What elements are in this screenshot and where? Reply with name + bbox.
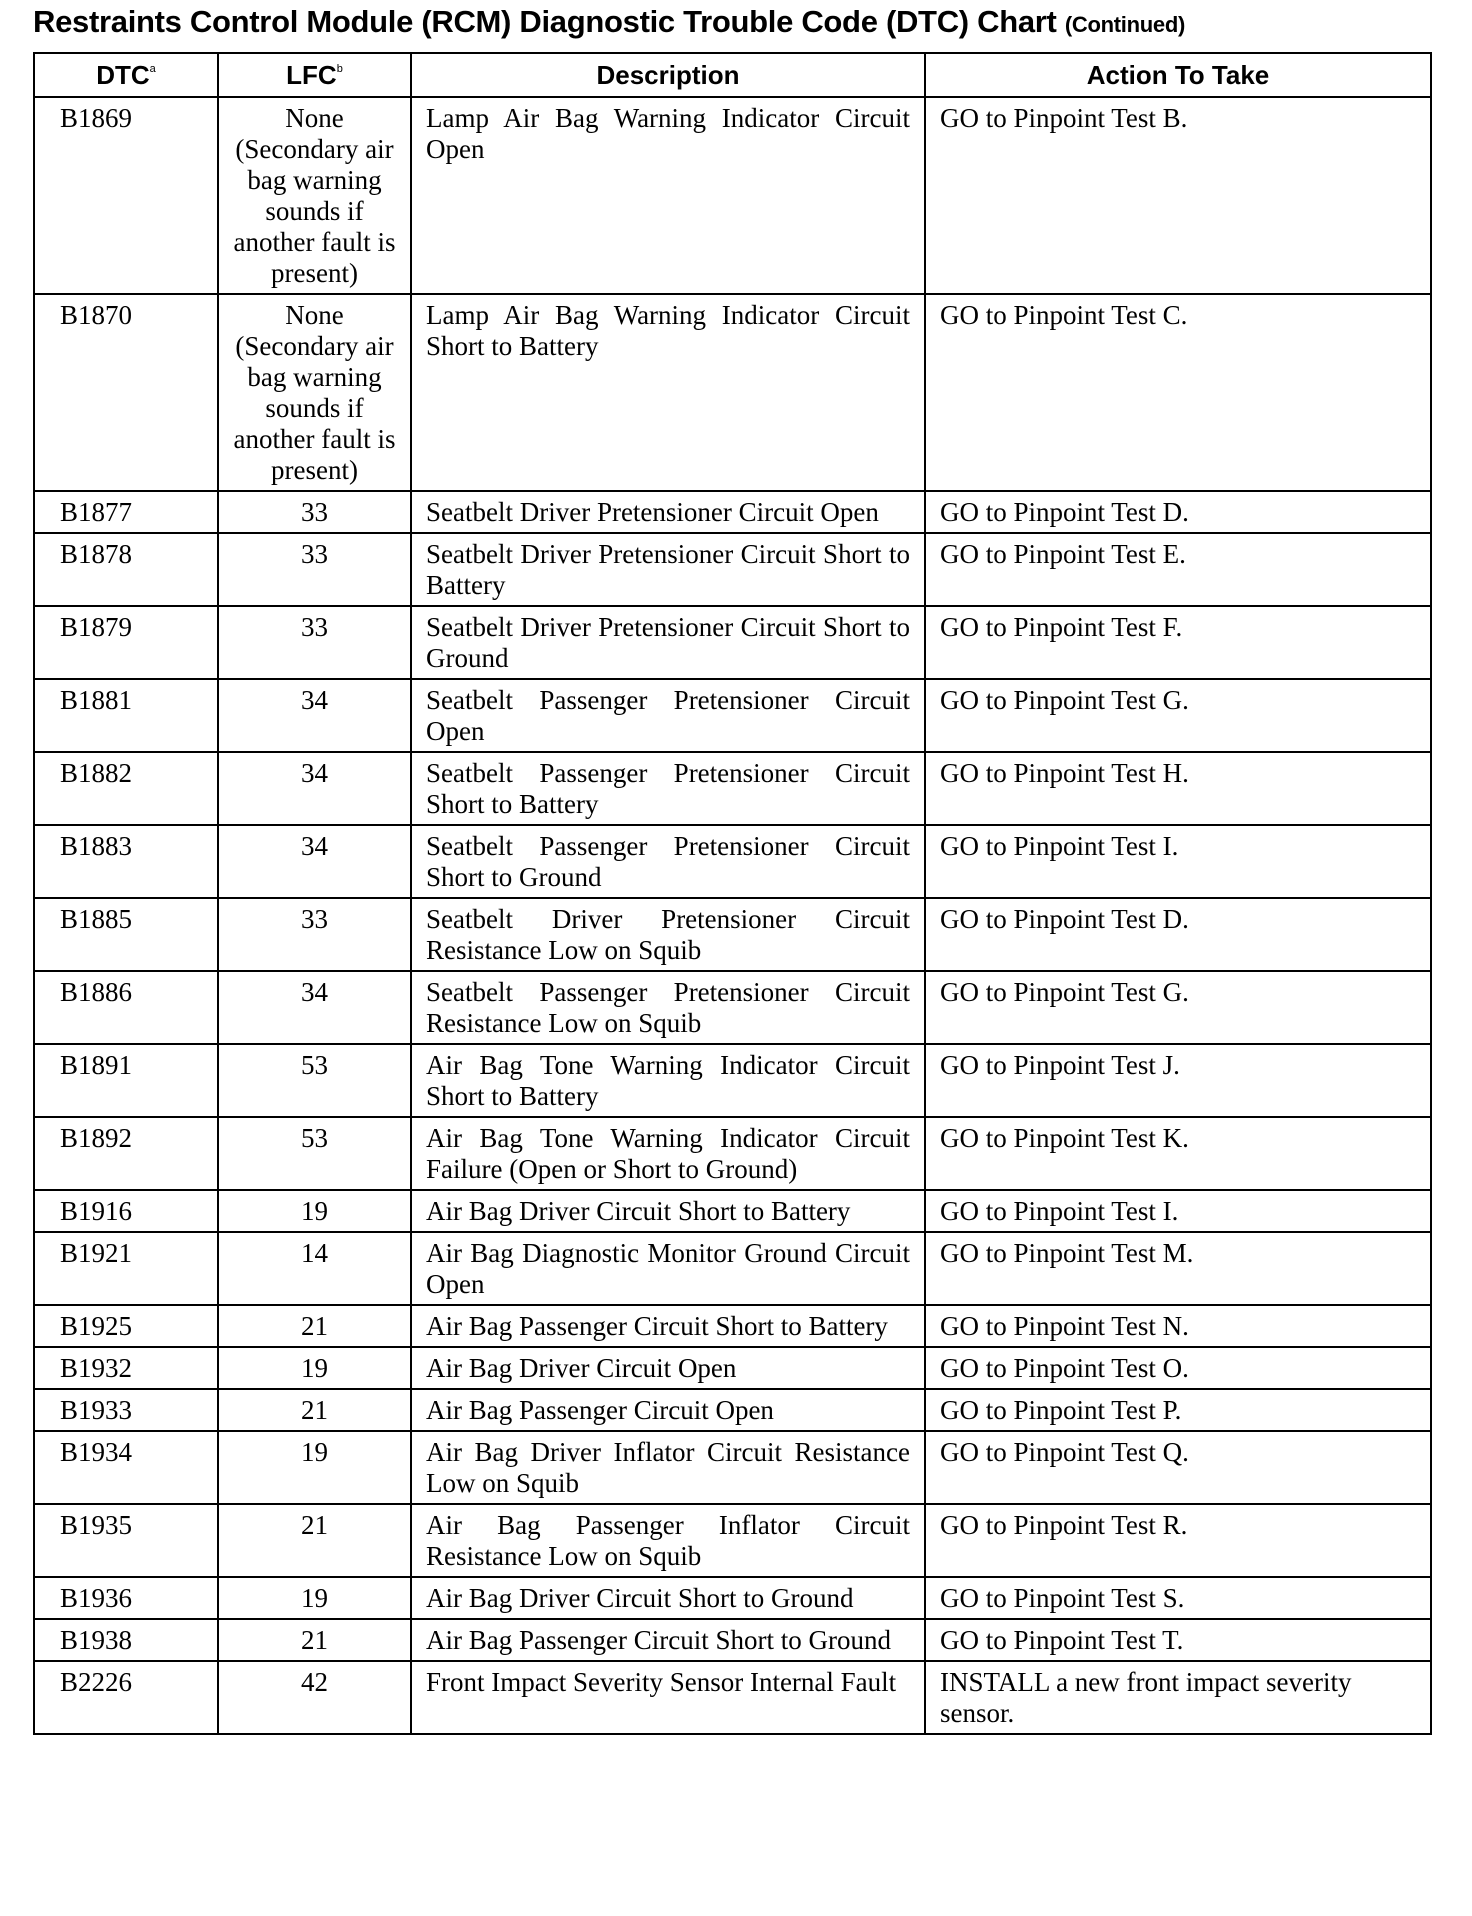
lfc-cell: 34	[218, 825, 411, 898]
header-dtc	[34, 53, 218, 97]
dtc-cell: B1935	[34, 1504, 218, 1577]
lfc-cell: 33	[218, 898, 411, 971]
description-cell: Seatbelt Passenger Pretensioner Circuit Short to Battery	[411, 752, 925, 825]
table-row	[34, 1305, 1431, 1347]
dtc-cell: B1921	[34, 1232, 218, 1305]
dtc-cell: B1878	[34, 533, 218, 606]
action-cell: GO to Pinpoint Test C.	[925, 294, 1431, 491]
table-row	[34, 1232, 1431, 1305]
title-continued: (Continued)	[1064, 12, 1185, 37]
action-cell: GO to Pinpoint Test D.	[925, 898, 1431, 971]
table-row	[34, 898, 1431, 971]
lfc-cell: 21	[218, 1305, 411, 1347]
lfc-cell: 19	[218, 1347, 411, 1389]
description-cell: Seatbelt Driver Pretensioner Circuit Short to Ground	[411, 606, 925, 679]
dtc-cell: B1879	[34, 606, 218, 679]
header-description: Description	[411, 53, 925, 97]
table-row	[34, 679, 1431, 752]
table-row	[34, 971, 1431, 1044]
description-cell: Air Bag Passenger Inflator Circuit Resistance Low on Squib	[411, 1504, 925, 1577]
description-cell: Air Bag Diagnostic Monitor Ground Circuit Open	[411, 1232, 925, 1305]
description-cell: Seatbelt Driver Pretensioner Circuit Open	[411, 491, 925, 533]
lfc-cell: 19	[218, 1577, 411, 1619]
description-cell: Lamp Air Bag Warning Indicator Circuit Open	[411, 97, 925, 294]
action-cell: GO to Pinpoint Test S.	[925, 1577, 1431, 1619]
action-cell: GO to Pinpoint Test K.	[925, 1117, 1431, 1190]
description-cell: Air Bag Tone Warning Indicator Circuit Short to Battery	[411, 1044, 925, 1117]
action-cell: GO to Pinpoint Test T.	[925, 1619, 1431, 1661]
dtc-cell: B1925	[34, 1305, 218, 1347]
title-text: Restraints Control Module (RCM) Diagnostic Trouble Code (DTC) Chart	[33, 4, 1057, 39]
dtc-chart-table	[33, 52, 1432, 1735]
description-cell: Air Bag Driver Circuit Open	[411, 1347, 925, 1389]
table-row	[34, 1117, 1431, 1190]
action-cell: GO to Pinpoint Test P.	[925, 1389, 1431, 1431]
dtc-cell: B1938	[34, 1619, 218, 1661]
action-cell: GO to Pinpoint Test H.	[925, 752, 1431, 825]
lfc-cell: 33	[218, 606, 411, 679]
table-row	[34, 1190, 1431, 1232]
table-row	[34, 1389, 1431, 1431]
action-cell: GO to Pinpoint Test I.	[925, 1190, 1431, 1232]
lfc-cell: 21	[218, 1619, 411, 1661]
dtc-cell: B1869	[34, 97, 218, 294]
header-dtc-label: DTC	[96, 59, 150, 90]
action-cell: INSTALL a new front impact severity sensor.	[925, 1661, 1431, 1734]
dtc-cell: B1877	[34, 491, 218, 533]
description-cell: Front Impact Severity Sensor Internal Fault	[411, 1661, 925, 1734]
dtc-cell: B2226	[34, 1661, 218, 1734]
lfc-cell: 14	[218, 1232, 411, 1305]
header-lfc-footnote: b	[336, 62, 343, 75]
action-cell: GO to Pinpoint Test Q.	[925, 1431, 1431, 1504]
dtc-cell: B1870	[34, 294, 218, 491]
dtc-cell: B1886	[34, 971, 218, 1044]
lfc-cell: 21	[218, 1389, 411, 1431]
lfc-cell: 21	[218, 1504, 411, 1577]
action-cell: GO to Pinpoint Test O.	[925, 1347, 1431, 1389]
dtc-cell: B1882	[34, 752, 218, 825]
table-row	[34, 294, 1431, 491]
lfc-cell: None (Secondary air bag warning sounds if another fault is present)	[218, 294, 411, 491]
description-cell: Air Bag Tone Warning Indicator Circuit Failure (Open or Short to Ground)	[411, 1117, 925, 1190]
dtc-cell: B1933	[34, 1389, 218, 1431]
lfc-cell: 34	[218, 679, 411, 752]
lfc-cell: 42	[218, 1661, 411, 1734]
dtc-cell: B1932	[34, 1347, 218, 1389]
table-header-row	[34, 53, 1431, 97]
lfc-cell: None (Secondary air bag warning sounds if another fault is present)	[218, 97, 411, 294]
dtc-cell: B1934	[34, 1431, 218, 1504]
action-cell: GO to Pinpoint Test N.	[925, 1305, 1431, 1347]
table-row	[34, 1577, 1431, 1619]
lfc-cell: 19	[218, 1190, 411, 1232]
table-row	[34, 1504, 1431, 1577]
table-row	[34, 1661, 1431, 1734]
table-row	[34, 1431, 1431, 1504]
description-cell: Seatbelt Passenger Pretensioner Circuit Short to Ground	[411, 825, 925, 898]
lfc-cell: 19	[218, 1431, 411, 1504]
dtc-cell: B1883	[34, 825, 218, 898]
lfc-cell: 34	[218, 971, 411, 1044]
lfc-cell: 33	[218, 533, 411, 606]
dtc-cell: B1881	[34, 679, 218, 752]
description-cell: Seatbelt Driver Pretensioner Circuit Resistance Low on Squib	[411, 898, 925, 971]
action-cell: GO to Pinpoint Test G.	[925, 971, 1431, 1044]
lfc-cell: 33	[218, 491, 411, 533]
table-row	[34, 491, 1431, 533]
action-cell: GO to Pinpoint Test J.	[925, 1044, 1431, 1117]
lfc-cell: 53	[218, 1044, 411, 1117]
header-dtc-footnote: a	[149, 62, 156, 75]
description-cell: Air Bag Driver Circuit Short to Battery	[411, 1190, 925, 1232]
action-cell: GO to Pinpoint Test G.	[925, 679, 1431, 752]
table-row	[34, 606, 1431, 679]
table-row	[34, 1619, 1431, 1661]
action-cell: GO to Pinpoint Test B.	[925, 97, 1431, 294]
description-cell: Seatbelt Passenger Pretensioner Circuit Open	[411, 679, 925, 752]
dtc-cell: B1936	[34, 1577, 218, 1619]
table-row	[34, 533, 1431, 606]
action-cell: GO to Pinpoint Test F.	[925, 606, 1431, 679]
action-cell: GO to Pinpoint Test E.	[925, 533, 1431, 606]
description-cell: Air Bag Passenger Circuit Short to Ground	[411, 1619, 925, 1661]
dtc-cell: B1885	[34, 898, 218, 971]
header-action: Action To Take	[925, 53, 1431, 97]
page-title	[33, 4, 1185, 40]
description-cell: Air Bag Driver Circuit Short to Ground	[411, 1577, 925, 1619]
lfc-cell: 34	[218, 752, 411, 825]
description-cell: Seatbelt Driver Pretensioner Circuit Short to Battery	[411, 533, 925, 606]
header-lfc-label: LFC	[286, 59, 337, 90]
action-cell: GO to Pinpoint Test I.	[925, 825, 1431, 898]
action-cell: GO to Pinpoint Test R.	[925, 1504, 1431, 1577]
description-cell: Air Bag Driver Inflator Circuit Resistance Low on Squib	[411, 1431, 925, 1504]
dtc-cell: B1891	[34, 1044, 218, 1117]
table-row	[34, 1044, 1431, 1117]
dtc-cell: B1892	[34, 1117, 218, 1190]
header-lfc	[218, 53, 411, 97]
description-cell: Air Bag Passenger Circuit Open	[411, 1389, 925, 1431]
dtc-cell: B1916	[34, 1190, 218, 1232]
table-row	[34, 1347, 1431, 1389]
lfc-cell: 53	[218, 1117, 411, 1190]
table-row	[34, 825, 1431, 898]
action-cell: GO to Pinpoint Test M.	[925, 1232, 1431, 1305]
description-cell: Air Bag Passenger Circuit Short to Battery	[411, 1305, 925, 1347]
table-row	[34, 752, 1431, 825]
description-cell: Lamp Air Bag Warning Indicator Circuit Short to Battery	[411, 294, 925, 491]
table-row	[34, 97, 1431, 294]
action-cell: GO to Pinpoint Test D.	[925, 491, 1431, 533]
description-cell: Seatbelt Passenger Pretensioner Circuit Resistance Low on Squib	[411, 971, 925, 1044]
